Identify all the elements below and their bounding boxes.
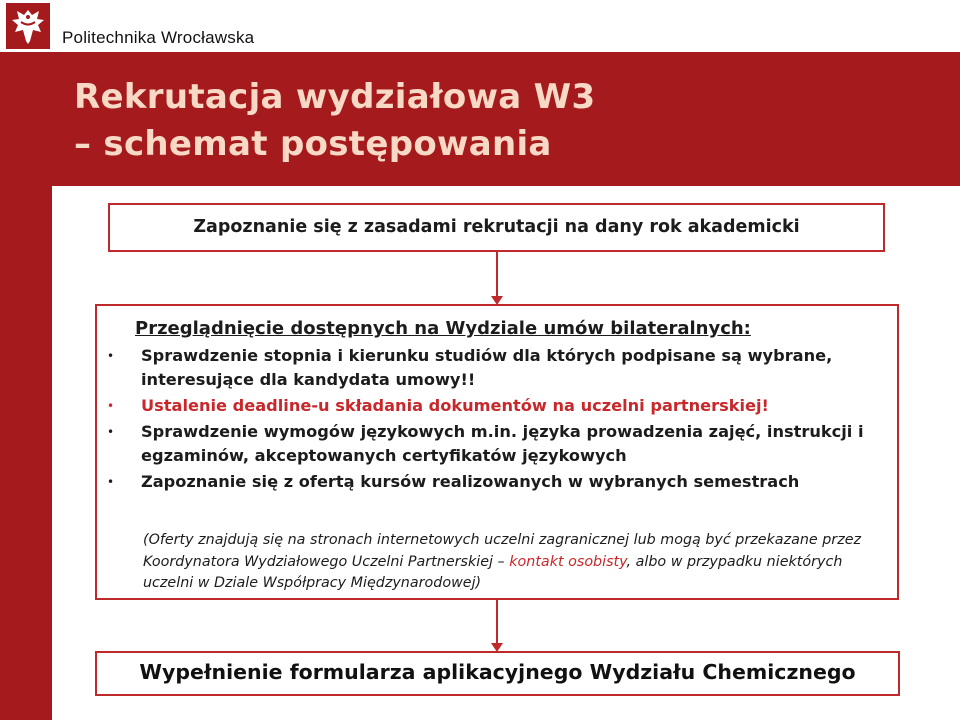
university-name: Politechnika Wrocławska (62, 28, 255, 47)
note-text-end: , albo w przypadku niektórych uczelni w Dziale Współpracy Międzynarodowej) (143, 553, 843, 591)
bullet-item (97, 344, 877, 392)
bullet-dot-icon: • (107, 349, 115, 363)
bullet-text: Sprawdzenie stopnia i kierunku studiów dla których podpisane są wybrane, interesujące dla kandydata umowy!! (141, 346, 833, 389)
flow-arrow-2 (491, 599, 503, 652)
title-line-2: – schemat postępowania (74, 124, 552, 164)
left-brand-stripe (0, 52, 52, 720)
arrow-shaft (496, 599, 498, 644)
slide-title (74, 74, 934, 168)
eagle-crest-logo (6, 3, 50, 49)
step-box-1 (108, 203, 885, 252)
step-2-heading: Przeglądnięcie dostępnych na Wydziale umów bilateralnych: (135, 318, 751, 339)
bullet-item (97, 420, 877, 468)
bullet-dot-icon: • (107, 425, 115, 439)
offers-note (143, 530, 893, 595)
note-text-start: (Oferty znajdują się na stronach internetowych uczelni zagranicznej lub mogą być przekazane przez Koordynatora Wydziałowego Uczelni Partnerskiej – (143, 532, 861, 570)
step-box-3 (95, 651, 900, 696)
bullet-dot-icon: • (107, 399, 115, 413)
title-line-1: Rekrutacja wydziałowa W3 (74, 77, 596, 117)
step-2-bullet-list (97, 344, 877, 496)
bullet-dot-icon: • (107, 475, 115, 489)
bullet-item (97, 470, 877, 494)
bullet-text: Ustalenie deadline-u składania dokumentów na uczelni partnerskiej! (141, 396, 769, 415)
header-bar (0, 0, 960, 52)
personal-contact-link[interactable]: kontakt osobisty (509, 553, 627, 570)
bullet-item-deadline (97, 394, 877, 418)
step-3-text: Wypełnienie formularza aplikacyjnego Wydziału Chemicznego (139, 660, 856, 684)
bullet-text: Zapoznanie się z ofertą kursów realizowanych w wybranych semestrach (141, 472, 800, 491)
step-box-2 (95, 304, 899, 600)
arrow-shaft (496, 251, 498, 297)
step-1-text: Zapoznanie się z zasadami rekrutacji na dany rok akademicki (193, 217, 800, 237)
bullet-text: Sprawdzenie wymogów językowych m.in. języka prowadzenia zajęć, instrukcji i egzaminów, akceptowanych certyfikatów językowych (141, 422, 864, 465)
flow-arrow-1 (491, 251, 503, 305)
